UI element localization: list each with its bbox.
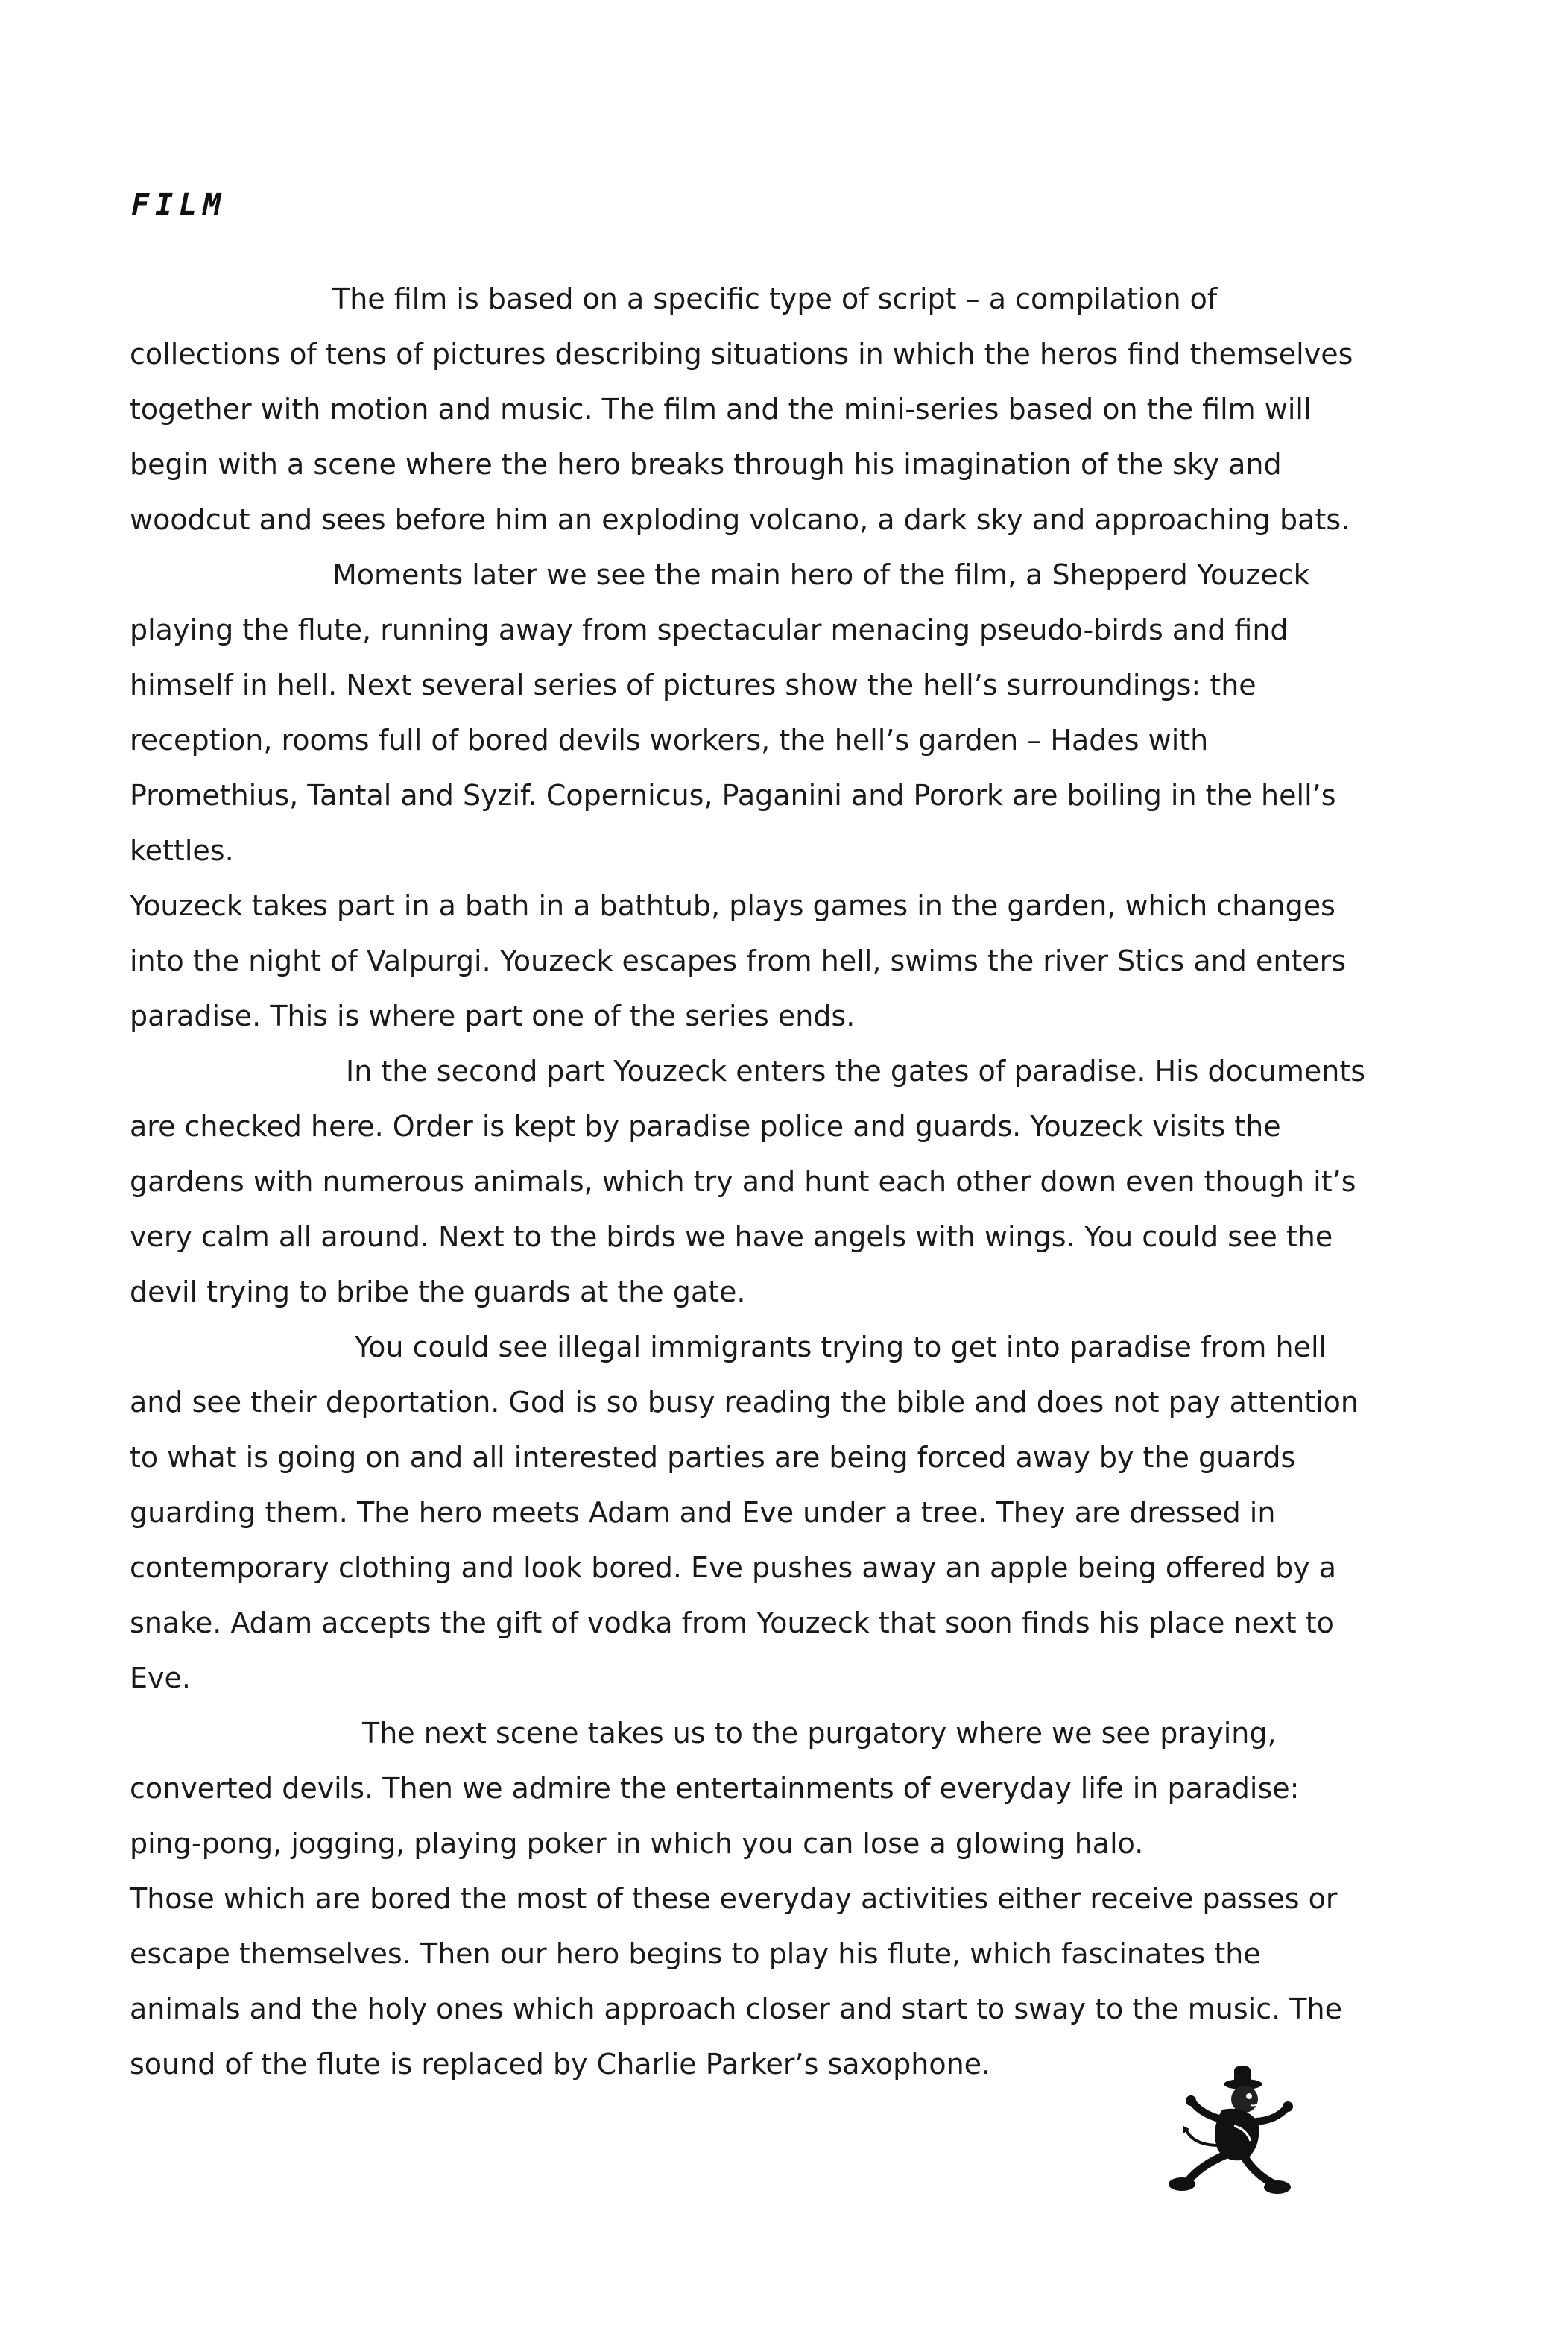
paragraph: In the second part Youzeck enters the gates of paradise. His documents are checked here. Order is kept by paradise police and guards. Youzeck visits the gardens with numerous animals, which try and hunt each other down even though it’s very calm all around. Next to the birds we have angels with wings. You could see the devil trying to bribe the guards at the gate. <box>130 1055 1366 1308</box>
paragraph: Those which are bored the most of these everyday activities either receive passes or escape themselves. Then our hero begins to play his flute, which fascinates the animals and the holy ones which approach closer and start to sway to the music. The sound of the flute is replaced by Charlie Parker’s saxophone. <box>130 1882 1342 2081</box>
paragraph: The next scene takes us to the purgatory where we see praying, converted devils. Then we admire the entertainments of everyday life in paradise: ping-pong, jogging, playing poker in which you can lose a glowing halo. <box>130 1717 1300 1860</box>
paragraph: Moments later we see the main hero of the film, a Shepperd Youzeck playing the flute, running away from spectacular menacing pseudo-birds and find himself in hell. Next several series of pictures show the hell’s surroundings: the reception, rooms full of bored devils workers, the hell’s garden – Hades with Promethius, Tantal and Syzif. Copernicus, Paganini and Porork are boiling in the hell’s kettles. <box>130 558 1336 867</box>
paragraph: You could see illegal immigrants trying to get into paradise from hell and see their deportation. God is so busy reading the bible and does not pay attention to what is going on and all interested parties are being forced away by the guards guarding them. The hero meets Adam and Eve under a tree. They are dressed in contemporary clothing and look bored. Eve pushes away an apple being offered by a snake. Adam accepts the gift of vodka from Youzeck that soon finds his place next to Eve. <box>130 1331 1359 1694</box>
paragraph: Youzeck takes part in a bath in a bathtub, plays games in the garden, which changes into the night of Valpurgi. Youzeck escapes from hell, swims the river Stics and enters paradise. This is where part one of the series ends. <box>130 889 1347 1032</box>
paragraph: The film is based on a specific type of script – a compilation of collections of tens of pictures describing situations in which the heros find themselves together with motion and music. The film and the mini-series based on the film will begin with a scene where the hero breaks through his imagination of the sky and woodcut and sees before him an exploding volcano, a dark sky and approaching bats. <box>130 283 1353 536</box>
running-devil-figure-icon <box>1145 2057 1309 2207</box>
section-heading: FILM <box>131 188 227 222</box>
body-text <box>130 271 1367 2092</box>
